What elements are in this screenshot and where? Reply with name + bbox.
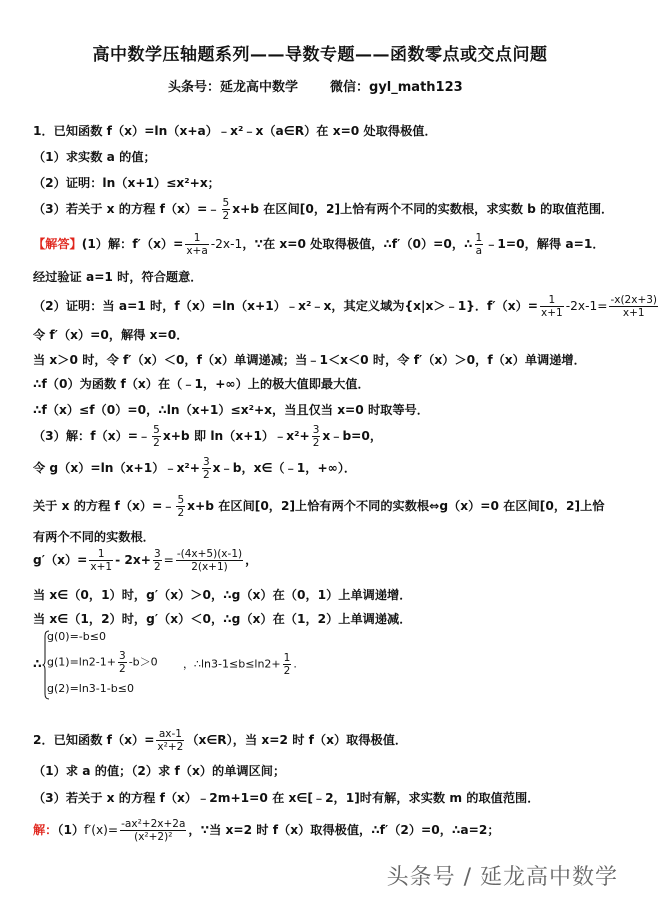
fraction: $\frac{3}{2}$	[153, 548, 161, 573]
problem1-stem: 1．已知函数 f（x）=ln（x+a）﹣x²﹣x（a∈R）在 x=0 处取得极值．	[33, 124, 437, 138]
problem2-q12: （1）求 a 的值；（2）求 f（x）的单调区间；	[33, 764, 286, 778]
solution1-part2: （2）证明：当 a=1 时，f（x）=ln（x+1）﹣x²﹣x，其定义域为{x|x＞﹣1}．f′（x）= $\frac{1}{x+1}$ -2x-1= $\frac{-x(2x+3)}{x+1}$	[33, 294, 658, 319]
solution1-verify: 经过验证 a=1 时，符合题意．	[33, 270, 203, 284]
wechat-label: 微信：gyl_math123	[330, 80, 463, 95]
fraction: $\frac{1}{x+a}$	[186, 232, 208, 257]
system-line-3: g(2)=ln3-1-b≤0	[47, 682, 134, 695]
fraction: $\frac{\text{-ax²+2x+2a}}{\text{(x²+2)²}}$	[121, 818, 186, 843]
therefore-symbol: ∴	[33, 656, 42, 671]
solution1-equivalence-cont: 有两个不同的实数根．	[33, 530, 155, 544]
text: （3）若关于 x 的方程 f（x）=﹣	[33, 202, 220, 216]
solution1-part3: （3）解：f（x）=﹣ $\frac{5}{2}$ x+b 即 ln（x+1）﹣x²+ $\frac{3}{2}$ x﹣b=0，	[33, 424, 383, 449]
fraction: $\frac{1}{x+1}$	[541, 294, 563, 319]
solution1-conclusion: ∴f（x）≤f（0）=0，∴ln（x+1）≤x²+x，当且仅当 x=0 时取等号．	[33, 403, 429, 417]
solution1-part1: 【解答】(1）解：f′（x）= $\frac{1}{x+a}$ -2x-1，∵在 x=0 处取得极值，∴f′（0）=0，∴ $\frac{1}{a}$ ﹣1=0，解得 a=1．	[33, 232, 605, 257]
problem2-q3: （3）若关于 x 的方程 f（x）﹣2m+1=0 在 x∈[﹣2，1]时有解，求实数 m 的取值范围．	[33, 791, 540, 805]
fraction: $\frac{1}{x+1}$	[90, 548, 113, 573]
solution1-decreasing: 当 x∈（1，2）时，g′（x）＜0，∴g（x）在（1，2）上单调递减．	[33, 612, 412, 626]
solution1-define-g: 令 g（x）=ln（x+1）﹣x²+ $\frac{3}{2}$ x﹣b，x∈（﹣1，+∞）．	[33, 456, 357, 481]
fraction: $\frac{5}{2}$	[153, 424, 160, 449]
problem2-stem: 2．已知函数 f（x）= $\frac{ax-1}{\text{x²+2}}$ （x∈R），当 x=2 时 f（x）取得极值．	[33, 728, 408, 753]
page-subtitle	[168, 76, 463, 95]
system-result: ，∴ln3-1≤b≤ln2+ $\frac{1}{2}$ .	[183, 652, 297, 677]
solution2-part1: 解：（1）f′(x)= $\frac{\text{-ax²+2x+2a}}{\text{(x²+2)²}}$ ，∵当 x=2 时 f（x）取得极值，∴f′（2）=0，∴a=2；	[33, 818, 500, 843]
fraction: $\frac{5}{2}$	[222, 197, 230, 222]
fraction: $\frac{ax-1}{\text{x²+2}}$	[157, 728, 184, 753]
system-line-2: g(1)=ln2-1+ $\frac{3}{2}$ -b＞0	[47, 650, 158, 675]
fraction: $\frac{-(4x+5)(x-1)}{2(x+1)}$	[176, 548, 243, 573]
text: x+b 在区间[0，2]上恰有两个不同的实数根，求实数 b 的取值范围．	[232, 202, 614, 216]
watermark: 头条号 / 延龙高中数学	[386, 865, 618, 890]
solution1-gprime: g′（x）= $\frac{1}{x+1}$ - 2x+ $\frac{3}{2}$ = $\frac{-(4x+5)(x-1)}{2(x+1)}$ ，	[33, 548, 258, 573]
fraction: $\frac{1}{a}$	[475, 232, 483, 257]
problem1-q2: （2）证明：ln（x+1）≤x²+x；	[33, 176, 220, 190]
solution-tag: 【解答】	[33, 237, 82, 251]
fraction: $\frac{-x(2x+3)}{x+1}$	[610, 294, 658, 319]
fraction: $\frac{5}{2}$	[177, 494, 185, 519]
fraction: $\frac{1}{2}$	[283, 652, 291, 677]
system-line-1: g(0)=-b≤0	[47, 630, 106, 643]
solution1-monotonic: 当 x＞0 时，令 f′（x）＜0，f（x）单调递减；当﹣1＜x＜0 时，令 f′（x）＞0，f（x）单调递增．	[33, 353, 586, 367]
fraction: $\frac{3}{2}$	[312, 424, 320, 449]
solution1-maximum: ∴f（0）为函数 f（x）在（﹣1，+∞）上的极大值即最大值．	[33, 377, 370, 391]
solution1-equivalence: 关于 x 的方程 f（x）=﹣ $\frac{5}{2}$ x+b 在区间[0，2]上恰有两个不同的实数根⇔g（x）=0 在区间[0，2]上恰	[33, 494, 605, 519]
source-label: 头条号：延龙高中数学	[168, 80, 299, 95]
solution1-increasing: 当 x∈（0，1）时，g′（x）＞0，∴g（x）在（0，1）上单调递增．	[33, 588, 412, 602]
inequality-system	[33, 630, 333, 700]
fraction: $\frac{3}{2}$	[202, 456, 210, 481]
solution1-zero: 令 f′（x）=0，解得 x=0．	[33, 328, 189, 342]
problem1-q1: （1）求实数 a 的值；	[33, 150, 156, 164]
problem1-q3	[33, 197, 613, 222]
page-title: 高中数学压轴题系列——导数专题——函数零点或交点问题	[92, 45, 548, 65]
fraction: $\frac{3}{2}$	[119, 650, 126, 675]
solution-tag: 解：	[33, 823, 58, 837]
